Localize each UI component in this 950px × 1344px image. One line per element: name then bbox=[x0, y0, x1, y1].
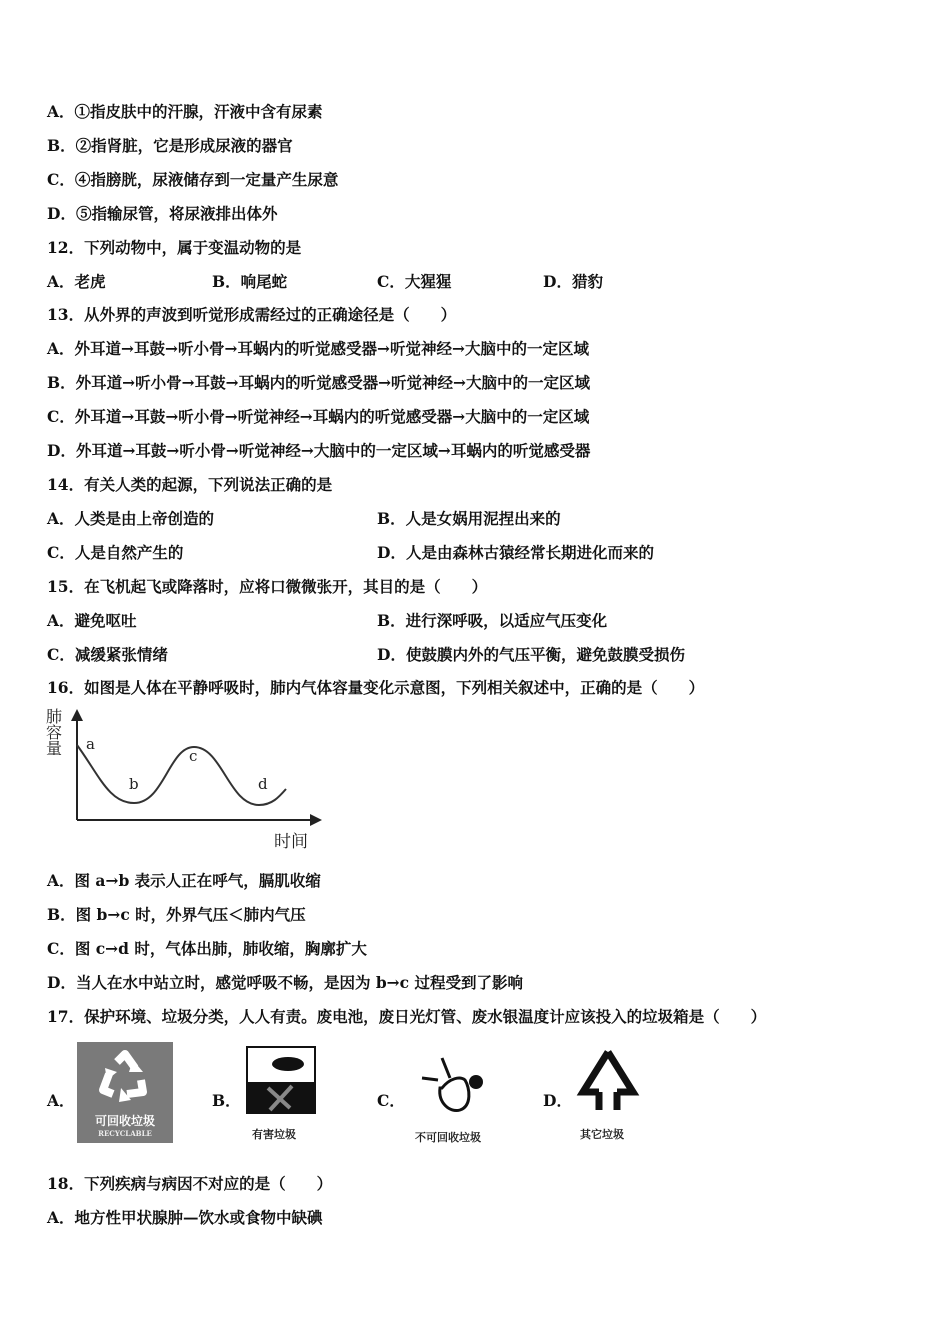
q17-option-d-letter: D． bbox=[543, 1091, 572, 1110]
q17-option-a-letter: A． bbox=[47, 1091, 75, 1110]
q13-option-d: D．外耳道→耳鼓→听小骨→听觉神经→大脑中的一定区域→耳蜗内的听觉感受器 bbox=[47, 441, 591, 460]
q17-option-b-letter: B． bbox=[212, 1091, 241, 1110]
q16-stem: 16．如图是人体在平静呼吸时，肺内气体容量变化示意图，下列相关叙述中，正确的是（ ） bbox=[47, 678, 705, 697]
point-d: d bbox=[258, 775, 268, 793]
q14-option-d: D．人是由森林古猿经常长期进化而来的 bbox=[377, 543, 654, 562]
q13-option-c: C．外耳道→耳鼓→听小骨→听觉神经→耳蜗内的听觉感受器→大脑中的一定区域 bbox=[47, 407, 590, 426]
q15-option-d: D．使鼓膜内外的气压平衡，避免鼓膜受损伤 bbox=[377, 645, 685, 664]
q14-option-a: A．人类是由上帝创造的 bbox=[47, 509, 215, 528]
q13-option-a: A．外耳道→耳鼓→听小骨→耳蜗内的听觉感受器→听觉神经→大脑中的一定区域 bbox=[47, 339, 589, 358]
q16-option-b: B．图 b→c 时，外界气压＜肺内气压 bbox=[47, 905, 306, 924]
q12-stem: 12．下列动物中，属于变温动物的是 bbox=[47, 238, 302, 257]
q15-stem: 15．在飞机起飞或降落时，应将口微微张开，其目的是（ ） bbox=[47, 577, 488, 596]
q17-stem: 17．保护环境、垃圾分类，人人有责。废电池，废日光灯管、废水银温度计应该投入的垃圾箱是（ ） bbox=[47, 1007, 767, 1026]
q13-stem: 13．从外界的声波到听觉形成需经过的正确途径是（ ） bbox=[47, 305, 457, 324]
q18-stem: 18．下列疾病与病因不对应的是（ ） bbox=[47, 1174, 333, 1193]
recyclable-sublabel: RECYCLABLE bbox=[98, 1129, 152, 1138]
q16-option-c: C．图 c→d 时，气体出肺，肺收缩，胸廓扩大 bbox=[47, 939, 367, 958]
recyclable-label: 可回收垃圾 bbox=[94, 1114, 155, 1128]
point-b: b bbox=[129, 775, 139, 793]
q11-option-b: B．②指肾脏，它是形成尿液的器官 bbox=[47, 136, 293, 155]
q14-stem: 14．有关人类的起源，下列说法正确的是 bbox=[47, 475, 333, 494]
q18-option-a: A．地方性甲状腺肿—饮水或食物中缺碘 bbox=[47, 1208, 323, 1227]
lung-volume-figure bbox=[44, 705, 334, 855]
other-waste-label: 其它垃圾 bbox=[580, 1128, 624, 1141]
non-recyclable-bin-icon bbox=[420, 1048, 490, 1118]
q15-option-b: B．进行深呼吸，以适应气压变化 bbox=[377, 611, 608, 630]
q11-option-d: D．⑤指输尿管，将尿液排出体外 bbox=[47, 204, 278, 223]
q14-option-b: B．人是女娲用泥捏出来的 bbox=[377, 509, 561, 528]
q11-option-c: C．④指膀胱，尿液储存到一定量产生尿意 bbox=[47, 170, 339, 189]
q11-option-a: A．①指皮肤中的汗腺，汗液中含有尿素 bbox=[47, 102, 323, 121]
q14-option-c: C．人是自然产生的 bbox=[47, 543, 184, 562]
q12-option-c: C．大猩猩 bbox=[377, 272, 452, 291]
recyclable-bin-icon bbox=[77, 1042, 173, 1143]
q12-option-b: B．响尾蛇 bbox=[212, 272, 288, 291]
point-c: c bbox=[189, 747, 198, 765]
y-axis-label: 肺容量 bbox=[46, 707, 63, 758]
x-axis-label: 时间 bbox=[274, 832, 308, 852]
non-recyclable-label: 不可回收垃圾 bbox=[415, 1131, 481, 1144]
q13-option-b: B．外耳道→听小骨→耳鼓→耳蜗内的听觉感受器→听觉神经→大脑中的一定区域 bbox=[47, 373, 591, 392]
point-a: a bbox=[86, 735, 95, 753]
q12-option-a: A．老虎 bbox=[47, 272, 106, 291]
q15-option-a: A．避免呕吐 bbox=[47, 611, 137, 630]
q12-option-d: D．猎豹 bbox=[543, 272, 603, 291]
q15-option-c: C．减缓紧张情绪 bbox=[47, 645, 168, 664]
hazardous-label: 有害垃圾 bbox=[252, 1128, 296, 1141]
q16-option-a: A．图 a→b 表示人正在呼气，膈肌收缩 bbox=[47, 871, 321, 890]
q17-option-c-letter: C． bbox=[377, 1091, 405, 1110]
other-waste-bin-icon bbox=[575, 1048, 641, 1114]
hazardous-bin-icon bbox=[246, 1046, 316, 1114]
q16-option-d: D．当人在水中站立时，感觉呼吸不畅，是因为 b→c 过程受到了影响 bbox=[47, 973, 523, 992]
